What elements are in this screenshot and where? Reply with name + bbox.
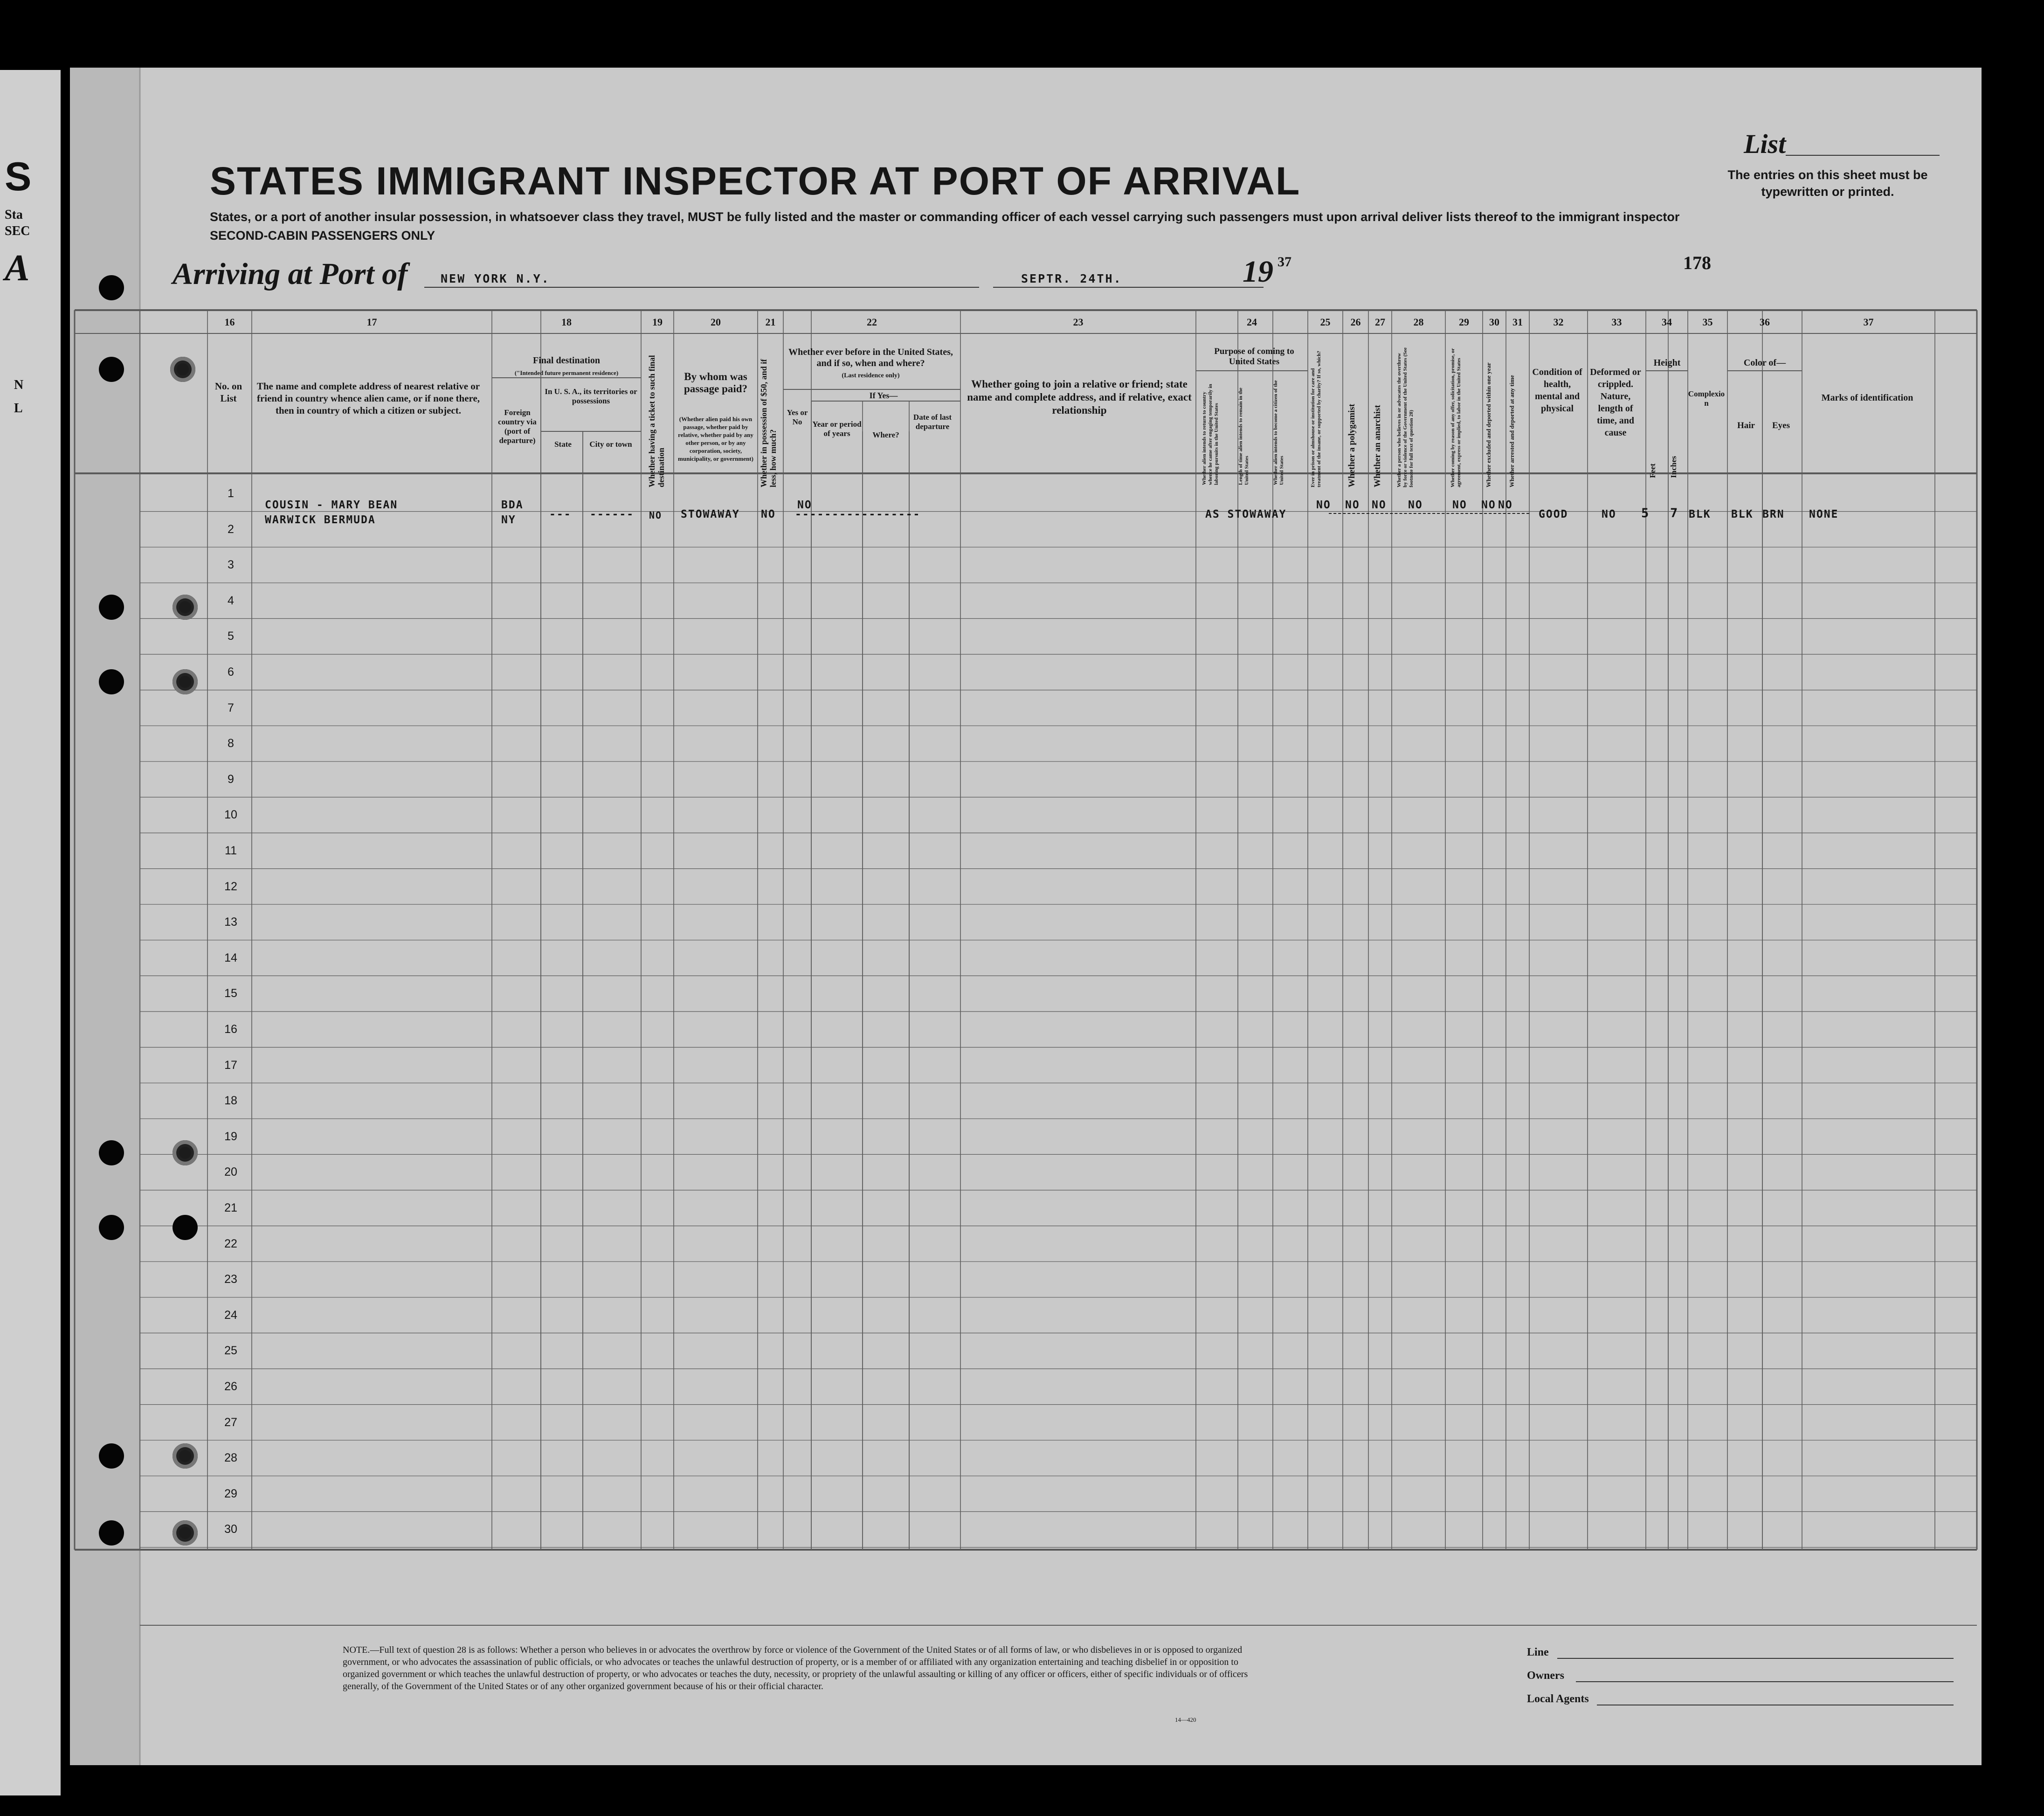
- col-31-header: Whether arrested and deported at any time: [1508, 375, 1515, 487]
- col-25-header: Ever in prison or almshouse or institution for care and treatment of the insane, or supported by charity? If so, which?: [1310, 351, 1322, 487]
- port-value: NEW YORK N.Y.: [441, 272, 550, 285]
- column-number: 16: [224, 316, 235, 328]
- col-18-foreign: Foreign country via (port of departure): [498, 408, 537, 445]
- row-number: 9: [228, 772, 234, 786]
- punch-hole: [173, 595, 198, 620]
- col-34-feet: Feet: [1648, 463, 1657, 478]
- foreign-port-via: NY: [501, 514, 516, 526]
- deformed-value: NO: [1602, 508, 1616, 520]
- punch-hole: [99, 669, 124, 694]
- punch-hole: [99, 357, 124, 382]
- row-number: 1: [228, 487, 234, 500]
- column-number: 32: [1553, 316, 1564, 328]
- col-26-header: Whether a polygamist: [1347, 403, 1357, 487]
- page-number: 178: [1683, 252, 1711, 273]
- owners-rule: [1576, 1681, 1954, 1682]
- line-label: Line: [1527, 1646, 1549, 1658]
- column-number: 35: [1702, 316, 1713, 328]
- contract-labor-value: NO: [1452, 499, 1467, 511]
- form-number: 14—420: [1175, 1716, 1196, 1723]
- date-value: SEPTR. 24TH.: [1021, 272, 1122, 285]
- row-number: 6: [228, 665, 234, 679]
- column-number: 21: [765, 316, 776, 328]
- col-34-inches: Inches: [1669, 456, 1678, 478]
- col-32-header: Condition of health, mental and physical: [1532, 367, 1582, 414]
- owners-label: Owners: [1527, 1670, 1564, 1682]
- row-number: 18: [224, 1094, 237, 1108]
- eyes-value: BRN: [1762, 508, 1785, 520]
- col-19-header: Whether having a ticket to such final destination: [647, 355, 666, 487]
- fifty-dollars-value: NO: [761, 508, 776, 520]
- column-number: 27: [1375, 316, 1385, 328]
- row-number: 2: [228, 522, 234, 536]
- row-number: 8: [228, 737, 234, 750]
- column-number: 33: [1611, 316, 1622, 328]
- row-number: 25: [224, 1344, 237, 1358]
- col-29-header: Whether coming by reason of any offer, solicitation, promise, or agreement, express or implied, to labor in the United States: [1450, 348, 1462, 487]
- row-number: 5: [228, 630, 234, 643]
- column-number: 22: [867, 316, 877, 328]
- punch-hole: [173, 1215, 198, 1240]
- column-number: 25: [1320, 316, 1331, 328]
- col-24-length: Length of time alien intends to remain in the United States: [1238, 388, 1250, 485]
- before-in-us-value: NO: [797, 499, 812, 511]
- row-number: 21: [224, 1201, 237, 1214]
- list-number-line: [1786, 154, 1940, 156]
- typewritten-notice: The entries on this sheet must be typewritten or printed.: [1727, 168, 1928, 199]
- col-36-header: Color of—: [1743, 358, 1786, 368]
- punch-hole: [99, 1215, 124, 1240]
- height-feet-value: 5: [1641, 506, 1650, 520]
- col-16-header: No. on List: [214, 381, 242, 404]
- col-34-header: Height: [1653, 358, 1681, 368]
- row-number: 16: [224, 1023, 237, 1036]
- col-18-subheader: ("Intended future permanent residence): [514, 369, 619, 376]
- punch-hole: [173, 1443, 198, 1469]
- col-37-header: Marks of identification: [1821, 393, 1913, 403]
- state-value: ---: [549, 508, 572, 520]
- entry-dash-line: [1329, 513, 1529, 514]
- left-margin-letter: A: [5, 248, 30, 289]
- marks-value: NONE: [1809, 508, 1839, 520]
- row-number: 4: [228, 594, 234, 607]
- date-line: [993, 287, 1264, 288]
- col-22-subheader: (Last residence only): [842, 372, 900, 379]
- intro-subtitle: SECOND-CABIN PASSENGERS ONLY: [210, 229, 435, 243]
- hair-value: BLK: [1731, 508, 1754, 520]
- col-22-year: Year or period of years: [812, 420, 862, 438]
- row-number: 26: [224, 1380, 237, 1393]
- column-number: 18: [561, 316, 572, 328]
- column-number: 20: [711, 316, 721, 328]
- adjacent-page-strip: [0, 70, 61, 1795]
- city-value: ------: [590, 508, 635, 520]
- row-number: 11: [225, 844, 237, 857]
- row-number: 27: [224, 1415, 237, 1429]
- anarchist-value: NO: [1372, 499, 1387, 511]
- polygamist-value: NO: [1345, 499, 1360, 511]
- relative-name: COUSIN - MARY BEAN: [265, 499, 398, 511]
- punch-hole: [173, 669, 198, 694]
- row-number: 12: [224, 880, 237, 893]
- col-35-header: Complexion: [1688, 389, 1725, 408]
- col-22-date: Date of last departure: [913, 413, 952, 431]
- left-margin-text: SEC: [5, 224, 30, 238]
- prison-value: NO: [1316, 499, 1331, 511]
- purpose-value: AS STOWAWAY: [1205, 508, 1287, 520]
- row-number: 22: [224, 1237, 237, 1250]
- arrested-value: NO: [1498, 499, 1513, 511]
- col-21-header: Whether in possession of $50, and if less, how much?: [759, 359, 778, 487]
- relative-address: WARWICK BERMUDA: [265, 514, 376, 526]
- complexion-value: BLK: [1689, 508, 1711, 520]
- row-number: 7: [228, 701, 234, 714]
- page-title: STATES IMMIGRANT INSPECTOR AT PORT OF ARRIVAL: [210, 159, 1301, 203]
- left-margin-text: Sta: [5, 208, 23, 222]
- ticket-value: NO: [649, 510, 663, 521]
- row-number: 10: [224, 808, 237, 822]
- col-24-return: Whether alien intends to return to country whence he came after engaging temporarily in laboring pursuits in the United States: [1202, 384, 1219, 485]
- punch-hole: [99, 1140, 124, 1165]
- column-number: 17: [366, 316, 377, 328]
- year-suffix: 37: [1278, 254, 1291, 270]
- punch-hole: [99, 1443, 124, 1469]
- col-27-header: Whether an anarchist: [1373, 405, 1382, 487]
- col-28-header: Whether a person who believes in or advocates the overthrow by force or violence of the Government of the United States (See footnote for full text of question 28): [1396, 347, 1414, 487]
- col-18-state: State: [554, 440, 572, 449]
- row-number: 17: [224, 1058, 237, 1072]
- col-22-header: Whether ever before in the United States, and if so, when and where?: [788, 347, 953, 368]
- arriving-label: Arriving at Port of: [173, 257, 408, 291]
- col-33-header: Deformed or crippled. Nature, length of time, and cause: [1590, 367, 1641, 438]
- column-number: 19: [652, 316, 663, 328]
- row-number: 3: [228, 558, 234, 572]
- col-20-note: (Whether alien paid his own passage, whether paid by relative, whether paid by any other person, or by any corporation, society, municipality, or government): [678, 416, 753, 462]
- height-inches-value: 7: [1670, 506, 1679, 520]
- passage-paid-value: STOWAWAY: [681, 508, 740, 520]
- year-prefix: 19: [1243, 255, 1273, 289]
- punch-hole: [99, 595, 124, 620]
- list-label: List: [1744, 129, 1786, 159]
- col-36-eyes: Eyes: [1772, 421, 1790, 430]
- row-number: 23: [224, 1273, 237, 1286]
- left-margin-letter: S: [5, 154, 32, 199]
- punch-hole: [99, 1520, 124, 1546]
- col-23-header: Whether going to join a relative or friend; state name and complete address, and if relative, exact relationship: [967, 378, 1192, 416]
- excluded-value: NO: [1481, 499, 1496, 511]
- column-number: 34: [1662, 316, 1672, 328]
- punch-hole: [173, 1140, 198, 1165]
- column-number: 31: [1512, 316, 1523, 328]
- before-in-us-dashes: -----------------: [795, 508, 921, 520]
- punch-hole: [170, 357, 195, 382]
- col-18-header: Final destination: [533, 355, 600, 366]
- row-number: 20: [224, 1165, 237, 1179]
- left-margin-text: N: [14, 378, 24, 392]
- col-24-header: Purpose of coming to United States: [1214, 347, 1294, 367]
- line-rule: [1557, 1658, 1954, 1659]
- col-18-city: City or town: [589, 440, 632, 449]
- manifest-sheet: [70, 68, 1982, 1765]
- col-18-usa: In U. S. A., its territories or possessions: [545, 387, 637, 405]
- col-22-where: Where?: [872, 430, 899, 439]
- footnote-28: NOTE.—Full text of question 28 is as follows: Whether a person who believes in or advocates the overthrow by force or violence of the Government of the United States or of all forms of law, or who disbelieves in or is opposed to organized government, or who advocates the assassination of public officials, or who advocates or teaches the unlawful destruction of property, or is a member of or affiliated with any organization entertaining and teaching disbelief in or opposition to organized government or which teaches the unlawful destruction of property, or who advocates or teaches the duty, necessity, or propriety of the unlawful assaulting or killing of any officer or officers, either of specific individuals or of officers generally, of the Government of the United States or of any other organized government because of his or their official character.: [343, 1645, 1248, 1691]
- column-number: 26: [1350, 316, 1361, 328]
- row-number: 19: [224, 1130, 237, 1143]
- intro-text: States, or a port of another insular possession, in whatsoever class they travel, MUST be fully listed and the master or commanding officer of each vessel carrying such passengers must upon arrival deliver lists thereof to the immigrant inspector: [210, 210, 1680, 224]
- column-number: 29: [1459, 316, 1469, 328]
- row-number: 28: [224, 1451, 237, 1465]
- column-number: 37: [1863, 316, 1874, 328]
- foreign-port: BDA: [501, 499, 524, 511]
- row-number: 30: [224, 1523, 237, 1536]
- column-number: 28: [1413, 316, 1424, 328]
- column-number: 23: [1073, 316, 1084, 328]
- health-value: GOOD: [1539, 508, 1568, 520]
- row-number: 13: [224, 915, 237, 929]
- col-22-ifyes: If Yes—: [869, 391, 898, 400]
- col-24-citizen: Whether alien intends to become a citizen of the United States: [1273, 380, 1284, 485]
- col-22-yesno: Yes or No: [787, 408, 808, 426]
- column-number: 30: [1489, 316, 1499, 328]
- row-number: 24: [224, 1308, 237, 1322]
- column-number: 24: [1247, 316, 1257, 328]
- punch-hole: [99, 275, 124, 300]
- col-30-header: Whether excluded and deported within one year: [1485, 362, 1492, 487]
- column-number: 36: [1760, 316, 1770, 328]
- row-number: 29: [224, 1487, 237, 1500]
- overthrow-value: NO: [1408, 499, 1423, 511]
- row-number: 14: [224, 951, 237, 964]
- port-line: [424, 287, 979, 288]
- punch-hole: [173, 1520, 198, 1546]
- agents-label: Local Agents: [1527, 1693, 1589, 1705]
- left-margin-text: L: [14, 401, 23, 416]
- col-20-header: By whom was passage paid?: [684, 371, 748, 395]
- row-number: 15: [224, 987, 237, 1000]
- col-36-hair: Hair: [1737, 421, 1755, 430]
- col-17-header: The name and complete address of nearest relative or friend in country whence alien came, or if none there, then in country of which a citizen or subject.: [256, 381, 480, 416]
